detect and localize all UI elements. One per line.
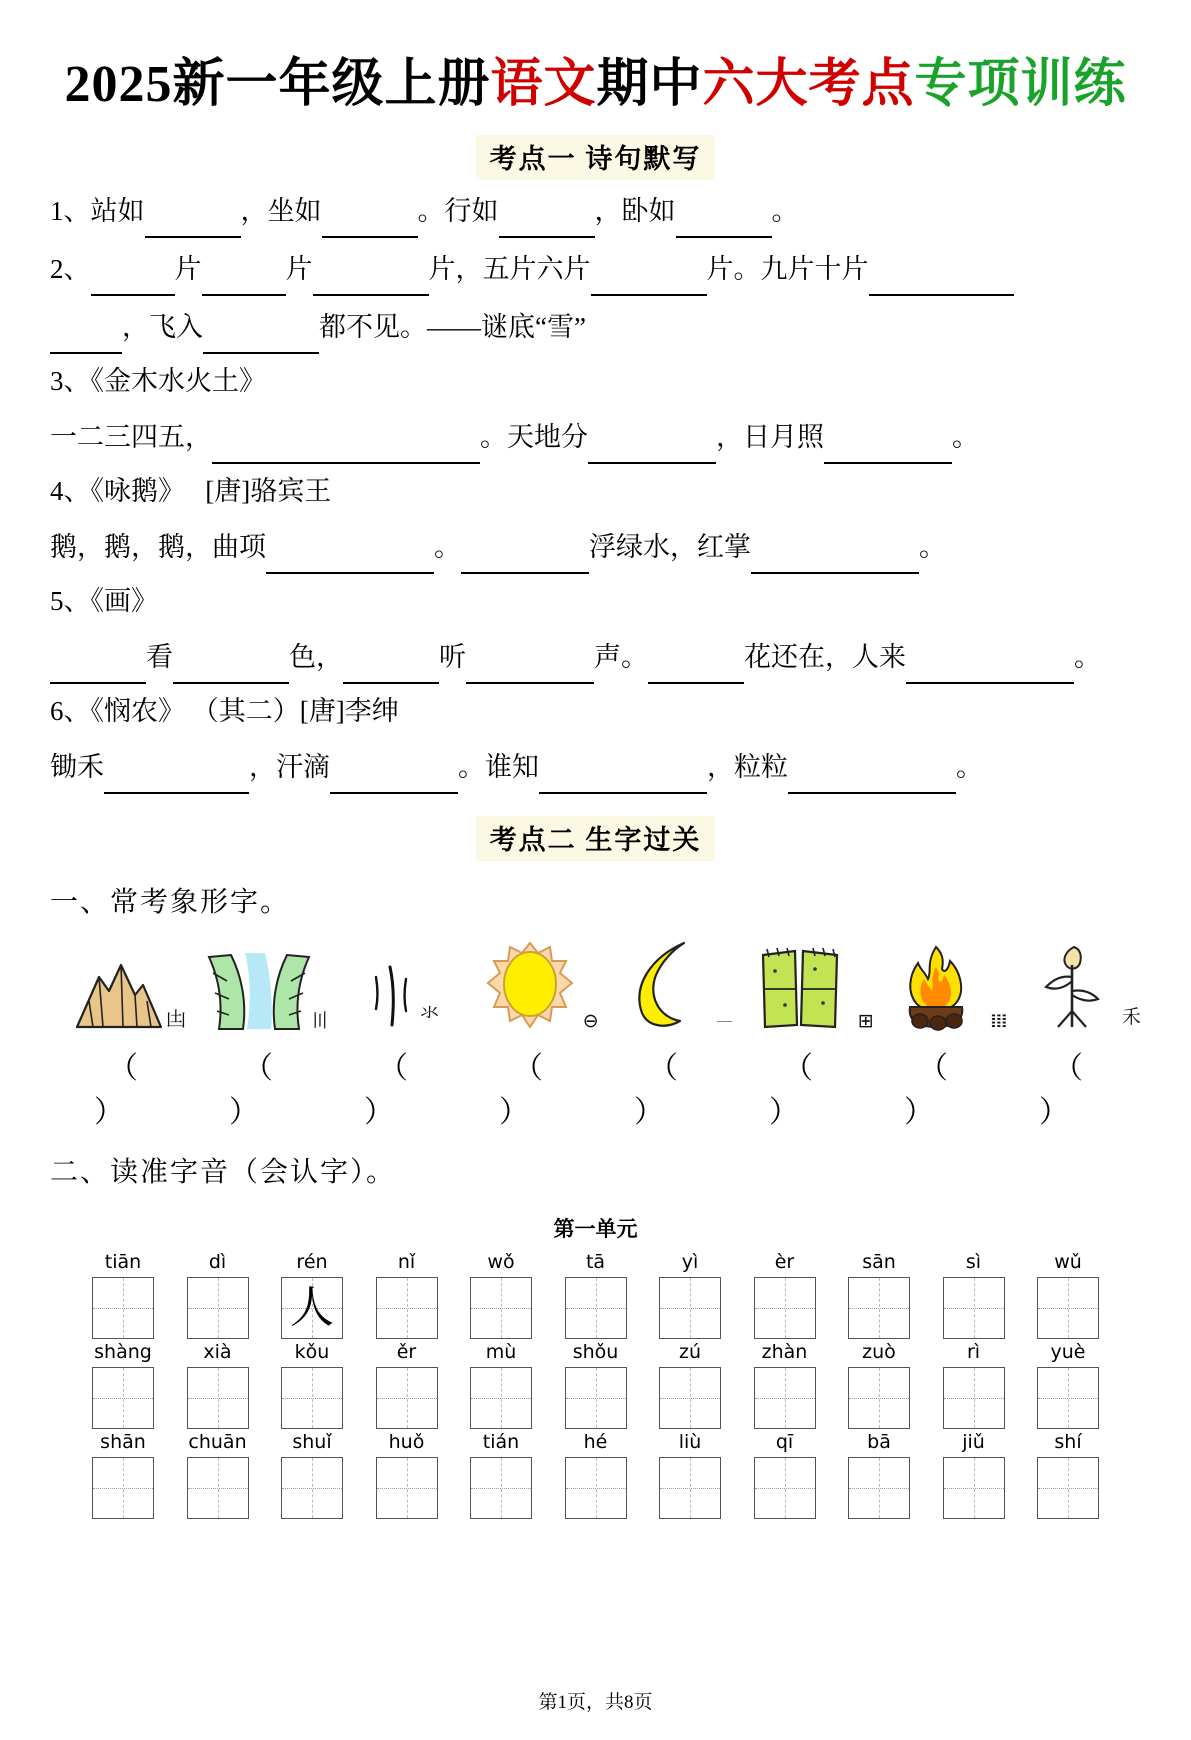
writing-cell[interactable] <box>1037 1457 1099 1519</box>
q1-blank-3[interactable] <box>499 212 595 238</box>
mountain-pictograph <box>64 939 186 1032</box>
grain-pictograph <box>1013 939 1141 1031</box>
writing-cell-char <box>660 1458 720 1518</box>
question-4 <box>50 520 1141 574</box>
page-title <box>50 56 1141 113</box>
pinyin-row-2 <box>50 1339 1141 1365</box>
writing-cell-char <box>849 1368 909 1428</box>
writing-cell[interactable] <box>943 1277 1005 1339</box>
answer-paren-2[interactable]: （ ） <box>229 1052 301 1130</box>
title-part-2: 语文 <box>490 56 597 113</box>
writing-cell[interactable] <box>470 1367 532 1429</box>
q4-line-c: 浮绿水，红掌 <box>589 532 751 563</box>
q5-d: 声。 <box>594 642 648 673</box>
question-2 <box>50 242 1141 296</box>
pinyin-label: shǒu <box>572 1341 619 1364</box>
q3-blank-2[interactable] <box>588 438 716 464</box>
writing-cell-char <box>188 1458 248 1518</box>
q2-blank-3[interactable] <box>313 270 429 296</box>
question-5-title: 5、《画》 <box>50 586 158 617</box>
pinyin-label: yuè <box>1050 1341 1086 1364</box>
q2-line2-b: 都不见。——谜底“雪” <box>319 312 586 343</box>
writing-cell[interactable] <box>1037 1367 1099 1429</box>
pinyin-label: nǐ <box>397 1251 416 1274</box>
writing-cell[interactable] <box>943 1457 1005 1519</box>
writing-cell-char <box>471 1368 531 1428</box>
pinyin-label: xià <box>203 1341 232 1364</box>
pinyin-label: shuǐ <box>292 1431 332 1454</box>
q6-c: 。谁知 <box>458 752 539 783</box>
question-6-title <box>50 686 1141 736</box>
pinyin-grid <box>50 1249 1141 1519</box>
pinyin-label: kǒu <box>294 1341 330 1364</box>
q4-line-a: 鹅，鹅，鹅，曲项 <box>50 532 266 563</box>
pinyin-label: tā <box>585 1251 606 1274</box>
field-pictograph <box>742 939 874 1033</box>
title-part-4: 六大考点 <box>702 56 915 113</box>
pinyin-label: ěr <box>396 1341 417 1364</box>
writing-cell-char <box>471 1458 531 1518</box>
pinyin-label: zhàn <box>761 1341 808 1364</box>
q1-s5: 。 <box>771 196 799 227</box>
q6-blank-3[interactable] <box>539 768 707 794</box>
writing-cell-char <box>377 1278 437 1338</box>
writing-cell[interactable] <box>376 1457 438 1519</box>
q2-s2: 片 <box>285 254 313 285</box>
q5-blank-4[interactable] <box>466 658 594 684</box>
writing-cell[interactable] <box>281 1277 343 1339</box>
question-4-title <box>50 466 1141 516</box>
moon-pictograph <box>606 939 733 1035</box>
q4-blank-1[interactable] <box>266 548 434 574</box>
pinyin-label: tián <box>482 1431 520 1454</box>
writing-cell-char <box>944 1278 1004 1338</box>
q5-c: 听 <box>439 642 466 673</box>
writing-cell-char <box>188 1368 248 1428</box>
writing-cell[interactable] <box>848 1367 910 1429</box>
section-1-banner: 考点一 诗句默写 <box>476 135 716 180</box>
pinyin-label: qī <box>775 1431 794 1454</box>
section-2-sub-2: 二、读准字音（会认字）。 <box>50 1157 397 1189</box>
q4-author: [唐]骆宾王 <box>205 476 332 507</box>
writing-cell-char <box>377 1458 437 1518</box>
q3-mid: 。天地分 <box>480 422 588 453</box>
q3-tail: 。 <box>952 422 979 453</box>
pinyin-label: dì <box>208 1251 227 1274</box>
question-3 <box>50 410 1141 464</box>
writing-cell-char <box>1038 1458 1098 1518</box>
writing-box-row-2 <box>50 1367 1141 1429</box>
writing-cell-char <box>188 1278 248 1338</box>
q4-line-b: 。 <box>434 532 461 563</box>
writing-cell-char <box>755 1458 815 1518</box>
writing-cell[interactable] <box>754 1367 816 1429</box>
title-part-1: 2025新一年级上册 <box>64 56 491 113</box>
writing-cell-char <box>660 1368 720 1428</box>
writing-cell[interactable] <box>943 1367 1005 1429</box>
q2-blank-2[interactable] <box>202 270 286 296</box>
section-2-banner-wrap <box>50 816 1141 861</box>
writing-cell-char <box>849 1278 909 1338</box>
q1-blank-2[interactable] <box>322 212 418 238</box>
writing-cell[interactable] <box>187 1277 249 1339</box>
q3-blank-3[interactable] <box>824 438 952 464</box>
q2-blank-6[interactable] <box>50 328 122 354</box>
q6-blank-1[interactable] <box>104 768 249 794</box>
answer-paren-6[interactable]: （ ） <box>769 1052 841 1130</box>
writing-cell-char <box>755 1278 815 1338</box>
q4-num: 4、《咏鹅》 <box>50 476 185 507</box>
q1-s2: ，坐如 <box>240 196 322 227</box>
q5-e: 花还在，人来 <box>744 642 906 673</box>
writing-cell-char <box>1038 1368 1098 1428</box>
writing-cell-char <box>944 1458 1004 1518</box>
q5-b: 色， <box>289 642 343 673</box>
section-1-banner-wrap <box>50 135 1141 180</box>
writing-cell[interactable] <box>376 1277 438 1339</box>
writing-cell[interactable] <box>281 1457 343 1519</box>
answer-paren-8[interactable]: （ ） <box>1039 1052 1111 1130</box>
sun-pictograph <box>471 939 599 1033</box>
writing-cell-char <box>566 1278 626 1338</box>
q2-blank-4[interactable] <box>591 270 707 296</box>
writing-cell-char <box>849 1458 909 1518</box>
pinyin-label: rén <box>296 1251 328 1274</box>
writing-cell-char <box>566 1368 626 1428</box>
pinyin-label: shān <box>100 1431 146 1454</box>
unit-title: 第一单元 <box>553 1217 638 1242</box>
q1-blank-1[interactable] <box>145 212 241 238</box>
writing-cell[interactable] <box>659 1457 721 1519</box>
pinyin-row-3 <box>50 1429 1141 1455</box>
writing-cell[interactable] <box>1037 1277 1099 1339</box>
pinyin-label: tiān <box>104 1251 142 1274</box>
writing-cell[interactable] <box>376 1367 438 1429</box>
pinyin-label: liù <box>678 1431 702 1454</box>
fire-oracle-glyph: 𝍖 <box>990 1010 1008 1033</box>
q4-blank-2[interactable] <box>461 548 589 574</box>
pinyin-label: yì <box>681 1251 699 1274</box>
writing-cell-char <box>471 1278 531 1338</box>
pinyin-label: shí <box>1054 1431 1082 1454</box>
writing-cell[interactable] <box>92 1457 154 1519</box>
mountain-oracle-glyph: 凷 <box>166 1007 186 1032</box>
writing-box-row-3 <box>50 1457 1141 1519</box>
writing-cell[interactable] <box>187 1457 249 1519</box>
writing-box-row-1 <box>50 1277 1141 1339</box>
q5-blank-1[interactable] <box>50 658 146 684</box>
q4-line-d: 。 <box>919 532 946 563</box>
q1-s3: 。行如 <box>417 196 499 227</box>
pinyin-label: sān <box>862 1251 896 1274</box>
writing-cell[interactable] <box>470 1277 532 1339</box>
answer-paren-1[interactable]: （ ） <box>94 1052 166 1130</box>
writing-cell[interactable] <box>754 1457 816 1519</box>
writing-cell-char <box>377 1368 437 1428</box>
writing-cell-char: 人 <box>290 1283 334 1333</box>
writing-cell[interactable] <box>92 1277 154 1339</box>
writing-cell[interactable] <box>470 1457 532 1519</box>
pinyin-label: huǒ <box>388 1431 425 1454</box>
page-footer: 第1页，共8页 <box>538 1692 653 1713</box>
q6-blank-2[interactable] <box>330 768 458 794</box>
q6-e: 。 <box>956 752 983 783</box>
q3-end: ，日月照 <box>716 422 824 453</box>
writing-cell[interactable] <box>565 1367 627 1429</box>
pinyin-label: hé <box>583 1431 608 1454</box>
question-3-title: 3、《金木水火土》 <box>50 366 266 397</box>
pinyin-label: zuò <box>862 1341 896 1364</box>
writing-cell[interactable] <box>187 1367 249 1429</box>
q1-s1: 站如 <box>90 196 145 227</box>
q6-num: 6、《悯农》 <box>50 696 185 727</box>
pictograph-row <box>50 939 1141 1035</box>
question-2-line-2 <box>50 300 1141 354</box>
section-2-sub-1: 一、常考象形字。 <box>50 887 291 919</box>
answer-paren-5[interactable]: （ ） <box>634 1052 706 1130</box>
grain-oracle-glyph: 禾 <box>1121 1006 1141 1029</box>
pictograph-answer-row <box>50 1043 1141 1131</box>
pinyin-label: shàng <box>94 1341 152 1364</box>
q6-b: ，汗滴 <box>249 752 330 783</box>
water-oracle-glyph: 氺 <box>420 1002 440 1025</box>
pinyin-label: jiǔ <box>962 1431 985 1454</box>
pinyin-label: sì <box>965 1251 982 1274</box>
answer-paren-4[interactable]: （ ） <box>499 1052 571 1130</box>
q5-blank-2[interactable] <box>173 658 289 684</box>
answer-paren-7[interactable]: （ ） <box>904 1052 976 1130</box>
q4-blank-3[interactable] <box>751 548 919 574</box>
writing-cell[interactable] <box>848 1277 910 1339</box>
question-5 <box>50 630 1141 684</box>
q2-line2-a: ，飞入 <box>122 312 203 343</box>
pinyin-label: rì <box>966 1341 981 1364</box>
pinyin-label: chuān <box>188 1431 247 1454</box>
writing-cell-char <box>660 1278 720 1338</box>
q2-blank-7[interactable] <box>203 328 319 354</box>
moon-oracle-glyph: 𝄖 <box>717 1012 733 1035</box>
writing-cell-char <box>282 1368 342 1428</box>
pinyin-label: zú <box>678 1341 701 1364</box>
q3-line: 一二三四五， <box>50 422 212 453</box>
q2-blank-1[interactable] <box>91 270 175 296</box>
q5-blank-3[interactable] <box>343 658 439 684</box>
writing-cell[interactable] <box>659 1277 721 1339</box>
q5-f: 。 <box>1074 642 1101 673</box>
q2-s4: 片。九片十片 <box>706 254 869 285</box>
pinyin-label: wǒ <box>487 1251 515 1274</box>
q2-s3: 片，五片六片 <box>428 254 591 285</box>
q2-blank-5[interactable] <box>869 270 1014 296</box>
worksheet-page <box>0 56 1191 1740</box>
q5-a: 看 <box>146 642 173 673</box>
writing-cell-char <box>93 1458 153 1518</box>
pinyin-label: mù <box>485 1341 517 1364</box>
field-oracle-glyph: ⊞ <box>857 1010 874 1033</box>
writing-cell[interactable] <box>92 1367 154 1429</box>
writing-cell-char <box>755 1368 815 1428</box>
title-part-3: 期中 <box>596 56 703 113</box>
fire-pictograph <box>877 939 1008 1033</box>
writing-cell[interactable] <box>848 1457 910 1519</box>
question-6 <box>50 740 1141 794</box>
pinyin-row-1 <box>50 1249 1141 1275</box>
writing-cell[interactable] <box>565 1457 627 1519</box>
writing-cell[interactable] <box>659 1367 721 1429</box>
water-pictograph <box>335 939 453 1031</box>
q2-s1: 片 <box>174 254 202 285</box>
writing-cell-char <box>282 1458 342 1518</box>
q1-num: 1、 <box>50 196 91 227</box>
writing-cell-char <box>566 1458 626 1518</box>
river-water-pictograph <box>200 939 330 1033</box>
pinyin-label: wǔ <box>1054 1251 1082 1274</box>
writing-cell[interactable] <box>565 1277 627 1339</box>
q6-author: （其二）[唐]李绅 <box>191 696 399 727</box>
answer-paren-3[interactable]: （ ） <box>364 1052 436 1130</box>
river-oracle-glyph: 〣 <box>310 1010 330 1033</box>
q2-num: 2、 <box>50 254 91 285</box>
q6-d: ，粒粒 <box>707 752 788 783</box>
q1-blank-4[interactable] <box>676 212 772 238</box>
q6-a: 锄禾 <box>50 752 104 783</box>
question-1 <box>50 184 1141 238</box>
writing-cell-char <box>93 1368 153 1428</box>
q6-blank-4[interactable] <box>788 768 956 794</box>
writing-cell-char <box>1038 1278 1098 1338</box>
q5-blank-5[interactable] <box>648 658 744 684</box>
section-2-banner: 考点二 生字过关 <box>476 816 716 861</box>
writing-cell[interactable] <box>754 1277 816 1339</box>
writing-cell[interactable] <box>281 1367 343 1429</box>
q5-blank-6[interactable] <box>906 658 1074 684</box>
writing-cell-char <box>944 1368 1004 1428</box>
title-part-5: 专项训练 <box>914 56 1127 113</box>
writing-cell-char <box>93 1278 153 1338</box>
q3-blank-1[interactable] <box>212 438 480 464</box>
q1-s4: ，卧如 <box>594 196 676 227</box>
pinyin-label: èr <box>774 1251 795 1274</box>
pinyin-label: bā <box>867 1431 891 1454</box>
sun-oracle-glyph: ⊖ <box>582 1010 599 1033</box>
